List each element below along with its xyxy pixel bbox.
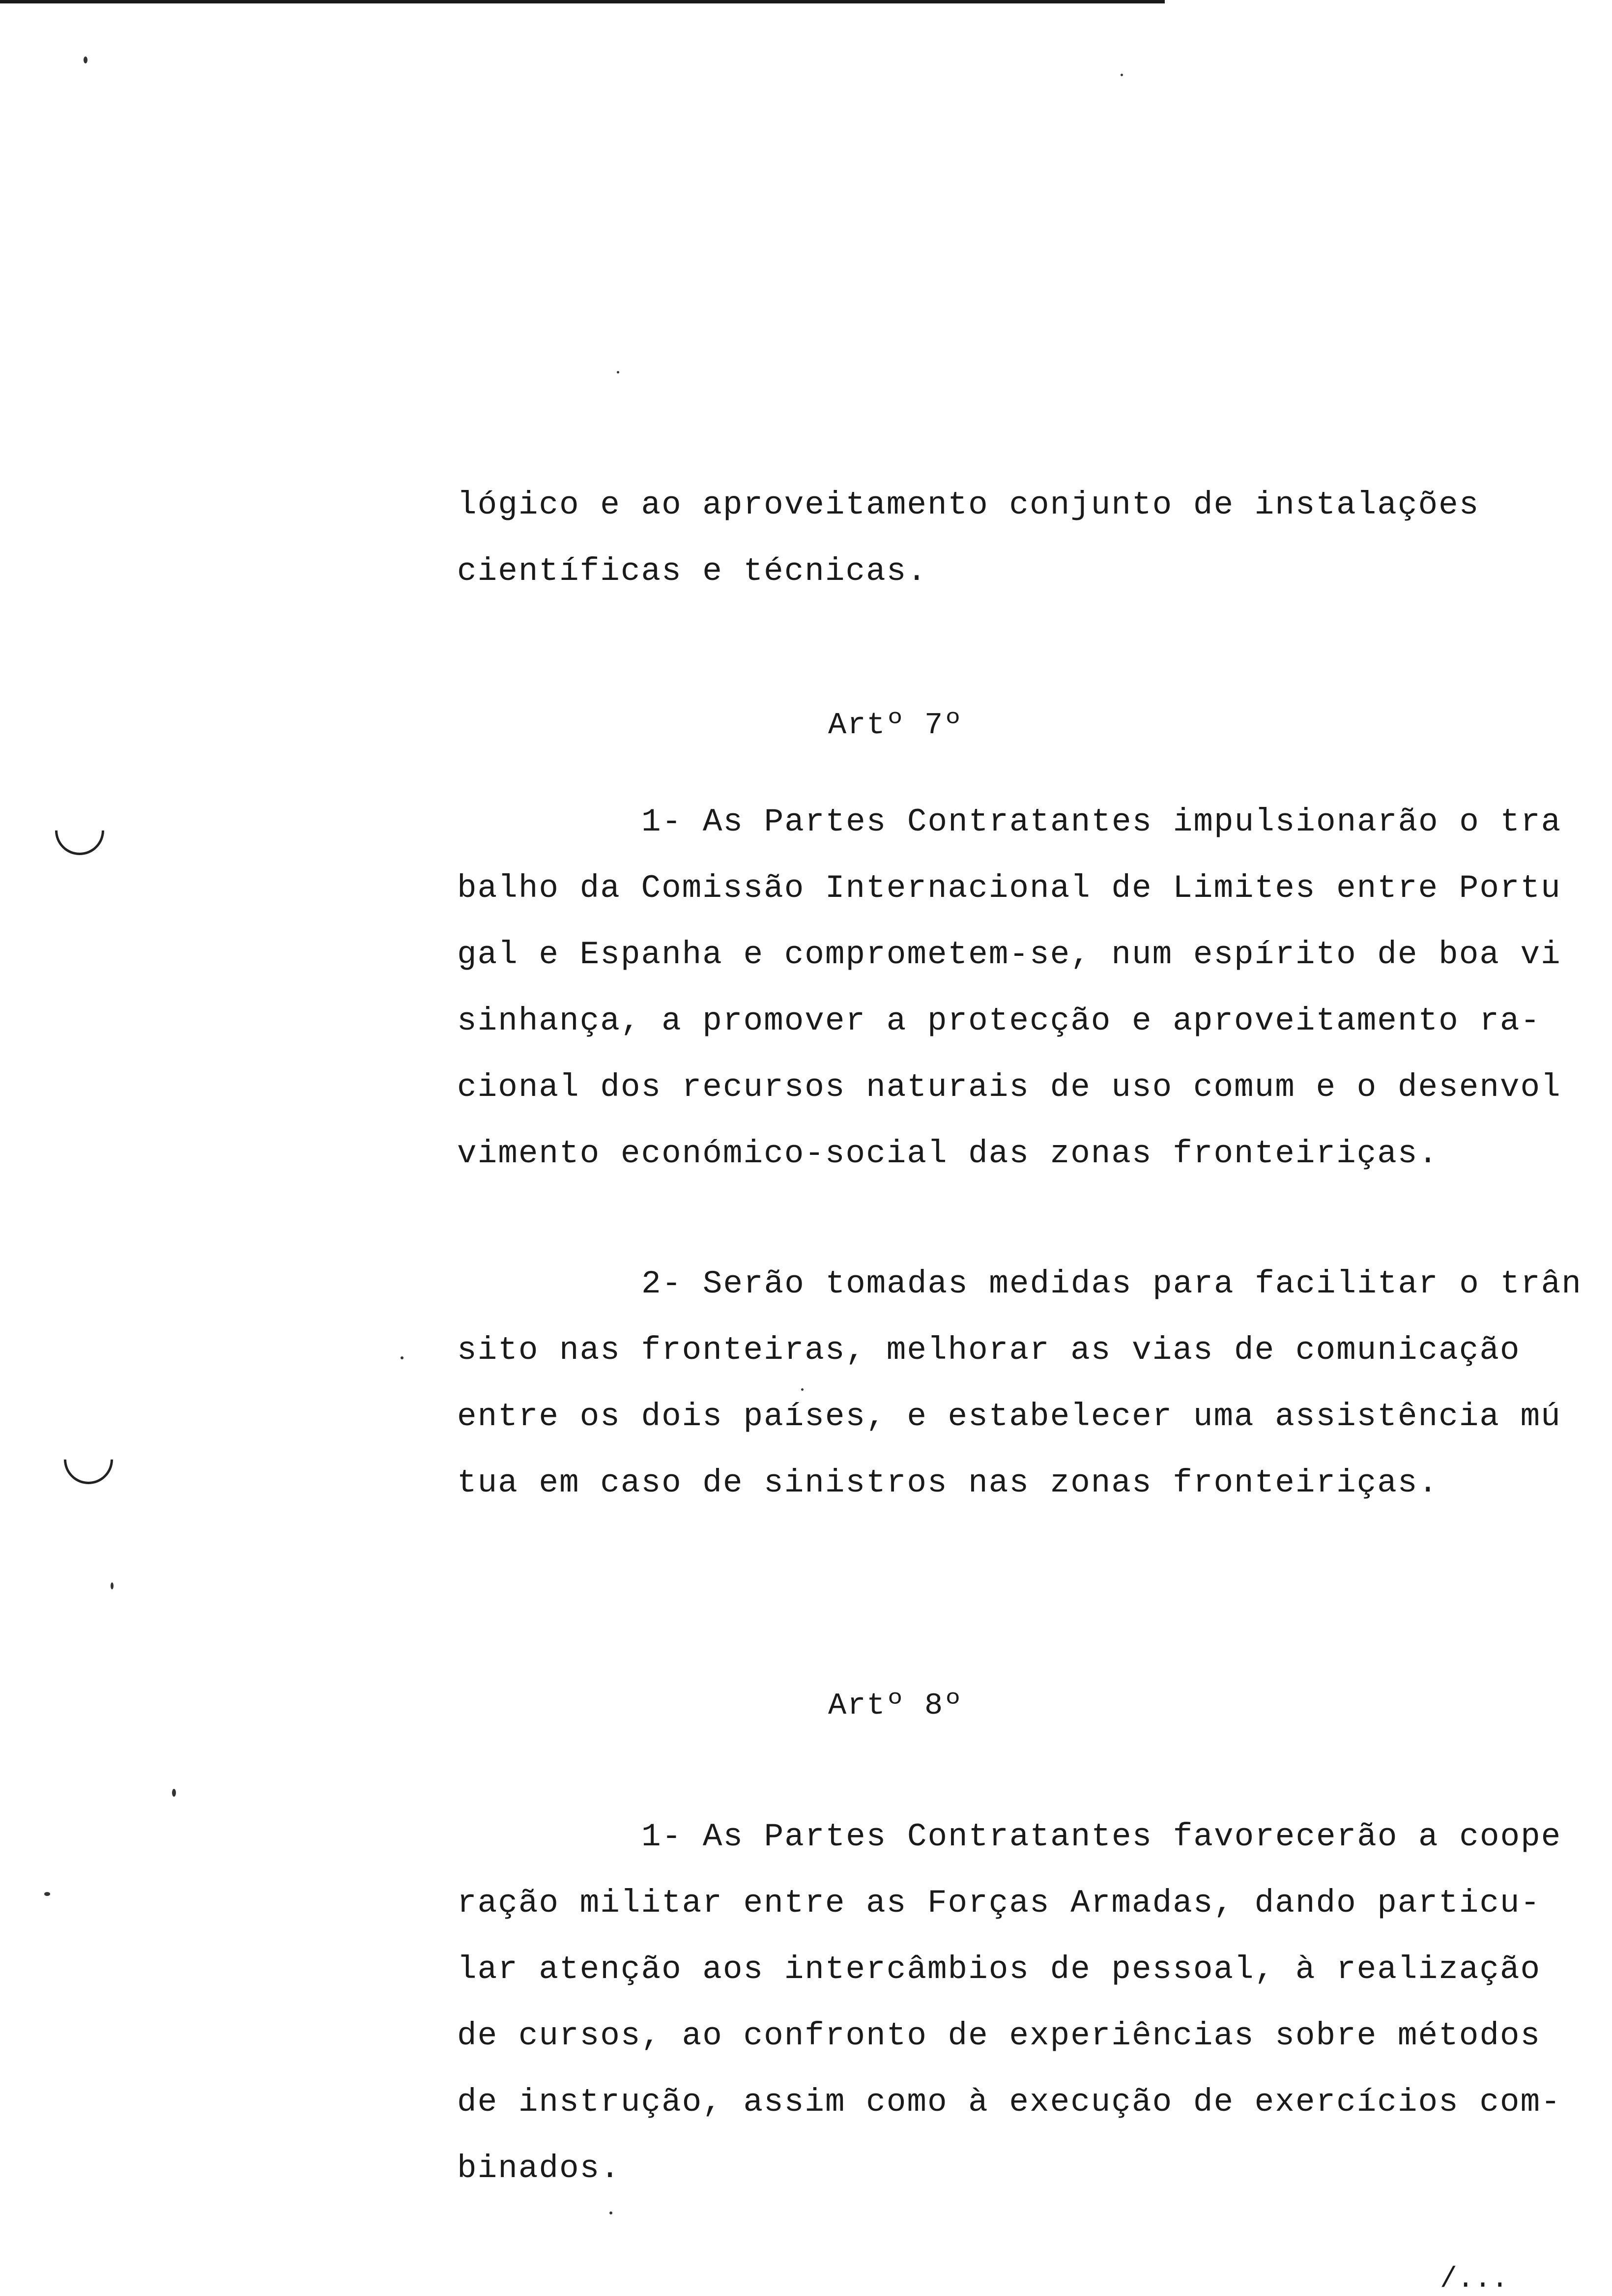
margin-arc-mark [54, 1425, 123, 1494]
speck [44, 1892, 50, 1896]
article-8-para-1-line-1: 1- As Partes Contratantes favorecerão a coope [641, 1818, 1562, 1855]
article-7-para-2-line-4: tua em caso de sinistros nas zonas fronteiriças. [457, 1464, 1439, 1501]
margin-arc-mark [45, 796, 114, 865]
article-7-para-1-line-2: balho da Comissão Internacional de Limites entre Portu [457, 870, 1561, 907]
article-8-para-1-line-2: ração militar entre as Forças Armadas, dando particu- [457, 1885, 1541, 1922]
article-8-para-1-line-6: binados. [457, 2150, 621, 2187]
speck [609, 2211, 612, 2214]
speck [1121, 74, 1123, 76]
article-7-para-2-line-2: sito nas fronteiras, melhorar as vias de comunicação [457, 1332, 1521, 1369]
article-7-para-2-line-3: entre os dois países, e estabelecer uma assistência mú [457, 1398, 1561, 1435]
article-7-para-2-line-1: 2- Serão tomadas medidas para facilitar o trân [641, 1265, 1582, 1302]
article-7-para-1-line-6: vimento económico-social das zonas fronteiriças. [457, 1135, 1439, 1172]
continuation-marker: /... [1440, 2264, 1509, 2296]
article-8-para-1-line-5: de instrução, assim como à execução de exercícios com- [457, 2084, 1561, 2121]
speck [172, 1789, 176, 1797]
speck [801, 1388, 804, 1391]
intro-line-1: lógico e ao aproveitamento conjunto de instalações [457, 487, 1480, 523]
article-7-para-1-line-1: 1- As Partes Contratantes impulsionarão o tra [641, 804, 1562, 840]
article-8-para-1-line-3: lar atenção aos intercâmbios de pessoal, à realização [457, 1951, 1541, 1988]
speck [617, 371, 619, 373]
article-7-para-1-line-3: gal e Espanha e comprometem-se, num espírito de boa vi [457, 936, 1561, 973]
article-7-para-1-line-4: sinhança, a promover a protecção e aproveitamento ra- [457, 1003, 1541, 1039]
article-7-heading: Artº 7º [828, 708, 963, 743]
top-border-line [0, 0, 1165, 3]
article-8-heading: Artº 8º [828, 1688, 963, 1723]
speck [84, 57, 87, 63]
speck [401, 1356, 403, 1359]
speck [111, 1582, 114, 1589]
article-7-para-1-line-5: cional dos recursos naturais de uso comum e o desenvol [457, 1069, 1561, 1106]
intro-line-2: científicas e técnicas. [457, 553, 927, 590]
article-8-para-1-line-4: de cursos, ao confronto de experiências sobre métodos [457, 2017, 1541, 2054]
